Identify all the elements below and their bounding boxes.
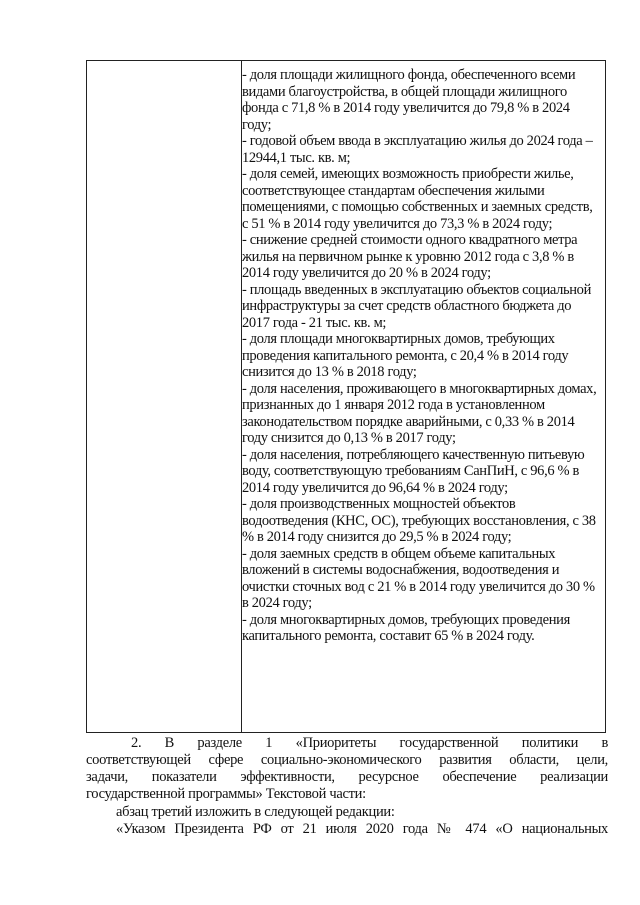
paragraph-section-2	[86, 735, 608, 803]
paragraph-line: задачи, показатели эффективности, ресурсное обеспечение реализации	[86, 769, 608, 785]
list-item: - годовой объем ввода в эксплуатацию жилья до 2024 года – 12944,1 тыс. кв. м;	[242, 133, 593, 166]
list-item: - доля производственных мощностей объектов водоотведения (КНС, ОС), требующих восстановления, с 38 % в 2014 году снизится до 29,5 % в 2024 году;	[242, 496, 596, 545]
paragraph-line: 2. В разделе 1 «Приоритеты государственной политики в	[131, 735, 608, 751]
list-item: - доля заемных средств в общем объеме капитальных вложений в системы водоснабжения, водоотведения и очистки сточных вод с 21 % в 2014 году увеличится до 30 % в 2024 году;	[242, 545, 595, 611]
table-left-column	[87, 61, 242, 732]
paragraph-instruction: абзац третий изложить в следующей редакции:	[116, 804, 395, 820]
content-table	[86, 60, 606, 733]
paragraph-line: государственной программы» Текстовой части:	[86, 786, 366, 802]
list-item: - доля семей, имеющих возможность приобрести жилье, соответствующее стандартам обеспечения жилыми помещениями, с помощью собственных и заемных средств, с 51 % в 2014 году увеличится до 73,3 % в 2024 году;	[242, 166, 593, 232]
list-item: - площадь введенных в эксплуатацию объектов социальной инфраструктуры за счет средств областного бюджета до 2017 года - 21 тыс. кв. м;	[242, 281, 591, 331]
list-item: - доля многоквартирных домов, требующих проведения капитального ремонта, составит 65 % в 2024 году.	[242, 611, 570, 644]
list-item: - доля площади жилищного фонда, обеспеченного всеми видами благоустройства, в общей площади жилищного фонда с 71,8 % в 2014 году увеличится до 79,8 % в 2024 году;	[242, 67, 576, 133]
table-right-column	[242, 67, 601, 645]
paragraph-line: соответствующей сфере социально-экономического развития области, цели,	[86, 752, 608, 768]
list-item: - доля площади многоквартирных домов, требующих проведения капитального ремонта, с 20,4 % в 2014 году снизится до 13 % в 2018 году;	[242, 331, 569, 380]
list-item: - доля населения, потребляющего качественную питьевую воду, соответствующую требованиям СанПиН, с 96,6 % в 2014 году увеличится до 96,64 % в 2024 году;	[242, 446, 585, 496]
list-item: - доля населения, проживающего в многоквартирных домах, признанных до 1 января 2012 года в установленном законодательством порядке аварийными, с 0,33 % в 2014 году снизится до 0,13 % в 2017 году;	[242, 380, 597, 446]
list-item: - снижение средней стоимости одного квадратного метра жилья на первичном рынке к уровню 2012 года с 3,8 % в 2014 году увеличится до 20 % в 2024 году;	[242, 232, 578, 281]
paragraph-quote-start: «Указом Президента РФ от 21 июля 2020 года № 474 «О национальных	[116, 821, 608, 837]
